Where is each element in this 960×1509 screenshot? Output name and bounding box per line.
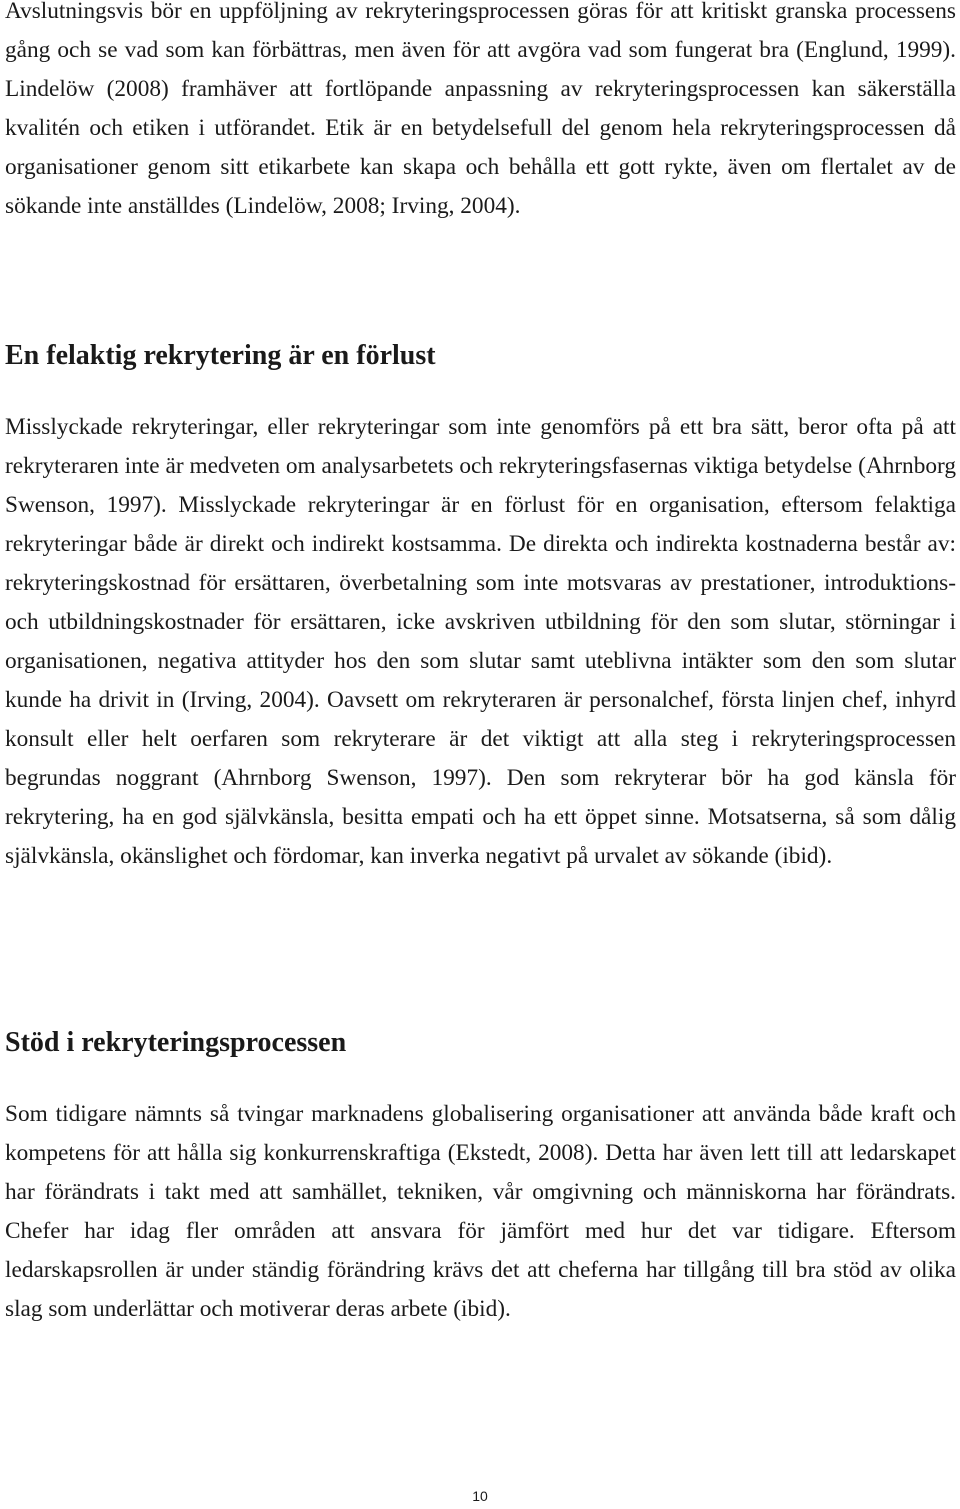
section-heading-stod: Stöd i rekryteringsprocessen	[5, 1027, 347, 1058]
page-number: 10	[472, 1488, 488, 1504]
body-paragraph-felaktig-rekrytering: Misslyckade rekryteringar, eller rekryteringar som inte genomförs på ett bra sätt, beror ofta på att rekryteraren inte är medveten om analysarbetets och rekryteringsfasernas viktiga betydelse (Ahrnborg Swenson, 1997). Misslyckade rekryteringar är en förlust för en organisation, eftersom felaktiga rekryteringar både är direkt och indirekt kostsamma. De direkta och indirekta kostnaderna består av: rekryteringskostnad för ersättaren, överbetalning som inte motsvaras av prestationer, introduktions- och utbildningskostnader för ersättaren, icke avskriven utbildning för den som slutar, störningar i organisationen, negativa attityder hos den som slutar samt uteblivna intäkter som den som slutar kunde ha drivit in (Irving, 2004). Oavsett om rekryteraren är personalchef, första linjen chef, inhyrd konsult eller helt oerfaren som rekryterare är det viktigt att alla steg i rekryteringsprocessen begrundas noggrant (Ahrnborg Swenson, 1997). Den som rekryterar bör ha god känsla för rekrytering, ha en god självkänsla, besitta empati och ha ett öppet sinne. Motsatserna, så som dålig självkänsla, okänslighet och fördomar, kan inverka negativt på urvalet av sökande (ibid).	[5, 414, 956, 869]
body-paragraph-stod: Som tidigare nämnts så tvingar marknadens globalisering organisationer att använda både kraft och kompetens för att hålla sig konkurrenskraftiga (Ekstedt, 2008). Detta har även lett till att ledarskapet har förändrats i takt med att samhället, tekniken, vår omgivning och människorna har förändrats. Chefer har idag fler områden att ansvara för jämfört med hur det var tidigare. Eftersom ledarskapsrollen är under ständig förändring krävs det att cheferna har tillgång till bra stöd av olika slag som underlättar och motiverar deras arbete (ibid).	[5, 1101, 956, 1322]
body-paragraph-intro: Avslutningsvis bör en uppföljning av rekryteringsprocessen göras för att kritiskt granska processens gång och se vad som kan förbättras, men även för att avgöra vad som fungerat bra (Englund, 1999). Lindelöw (2008) framhäver att fortlöpande anpassning av rekryteringsprocessen kan säkerställa kvalitén och etiken i utförandet. Etik är en betydelsefull del genom hela rekryteringsprocessen då organisationer genom sitt etikarbete kan skapa och behålla ett gott rykte, även om flertalet av de sökande inte anställdes (Lindelöw, 2008; Irving, 2004).	[5, 0, 956, 219]
section-heading-felaktig-rekrytering: En felaktig rekrytering är en förlust	[5, 340, 436, 371]
